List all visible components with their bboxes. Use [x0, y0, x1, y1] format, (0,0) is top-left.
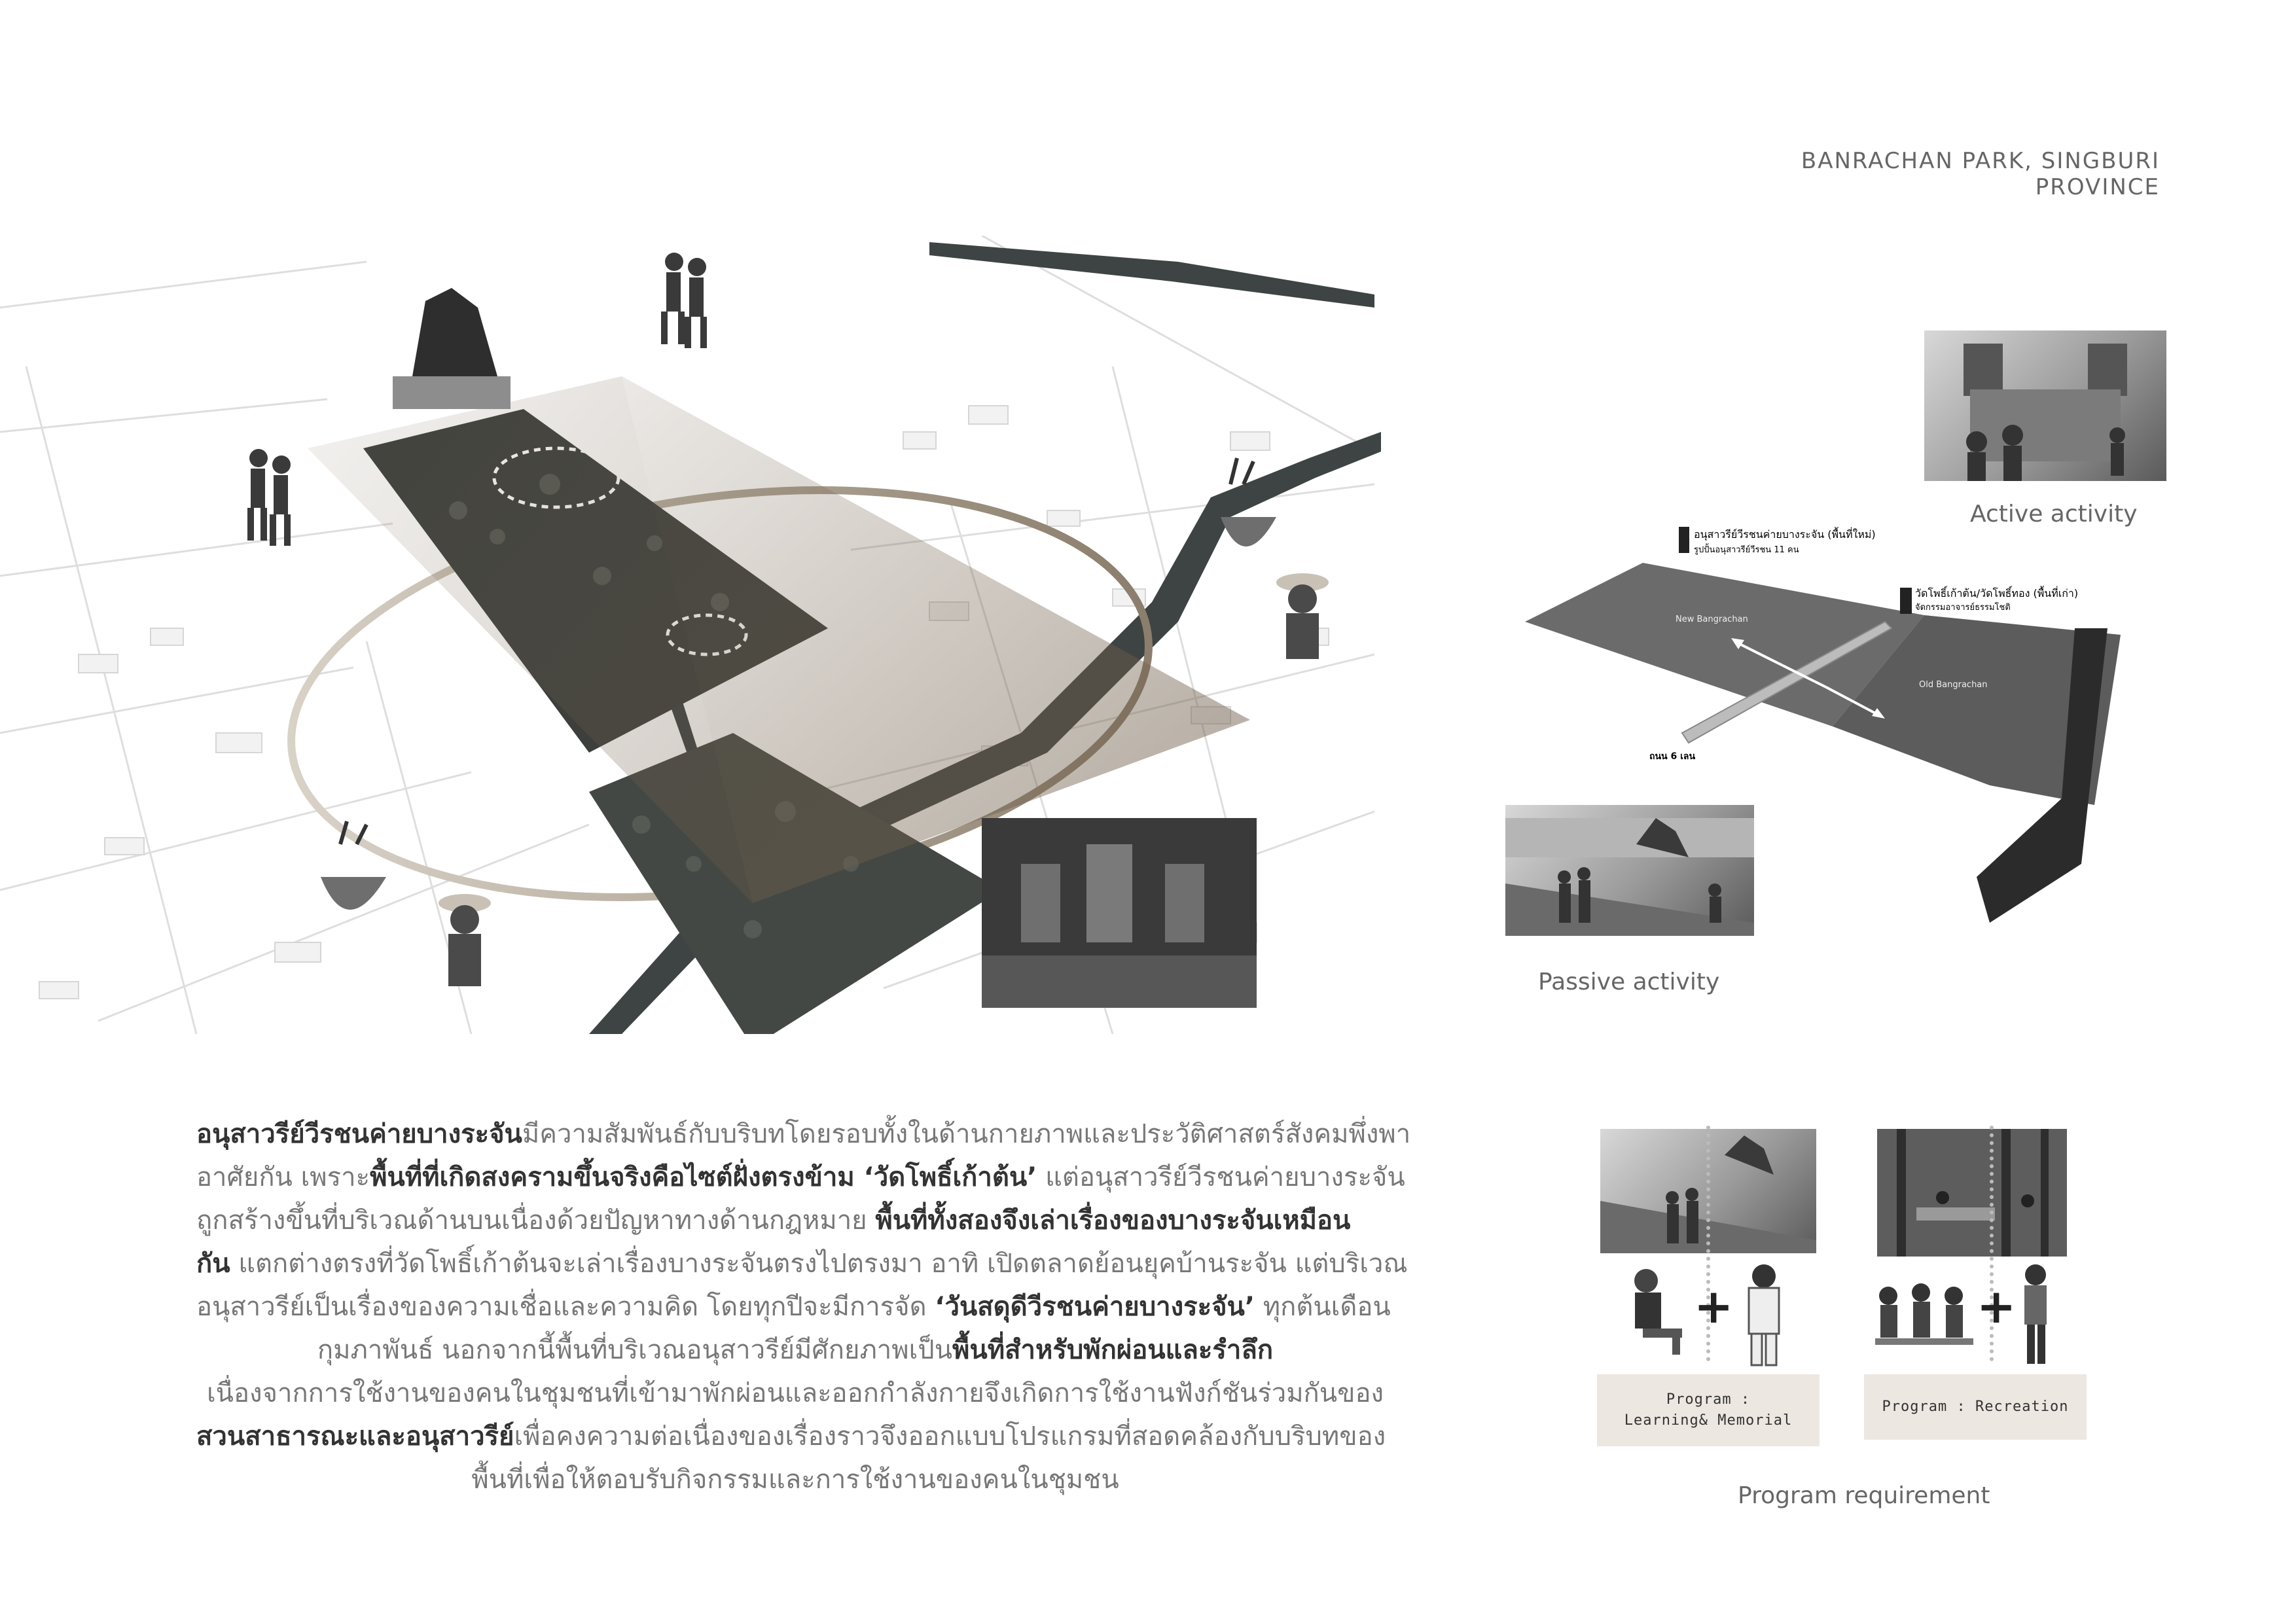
passive-activity-label: Passive activity [1538, 969, 1720, 995]
vendor-woman-icon [1276, 573, 1329, 659]
para-text: ถูกสร้างขึ้นที่บริเวณด้านบนเนื่องด้วยปัญหาทางด้านกฎหมาย [196, 1205, 876, 1236]
para-text: อาศัยกัน เพราะ [196, 1162, 370, 1192]
old-area-label: Old Bangrachan [1919, 680, 1988, 690]
para-line-2 [196, 1156, 1405, 1199]
monument-map-sub: รูปปั้นอนุสาวรีย์วีรชน 11 คน [1694, 545, 1799, 555]
para-bold: กัน [196, 1249, 230, 1279]
sitting-woman-icon [1617, 1266, 1689, 1358]
plus-icon: + [1694, 1279, 1734, 1334]
para-bold: อนุสาวรีย์วีรชนค่ายบางระจัน [196, 1119, 522, 1149]
active-activity-photo [1924, 330, 2166, 481]
description-paragraph [196, 1113, 1411, 1501]
para-line-6 [196, 1329, 1394, 1372]
active-activity-label: Active activity [1970, 501, 2138, 527]
para-text: กุมภาพันธ์ นอกจากนี้พื้นที่บริเวณอนุสาวรีย์มีศักยภาพเป็น [317, 1335, 953, 1365]
para-line-7 [196, 1372, 1394, 1415]
site-analysis-diagram [0, 236, 1388, 1034]
new-area-label: New Bangrachan [1676, 615, 1748, 624]
monument-statue-icon [393, 288, 511, 409]
plus-icon-2: + [1977, 1279, 2017, 1334]
temple-map-title: วัดโพธิ์เก้าต้น/วัดโพธิ์ทอง (พื้นที่เก่า) [1915, 587, 2079, 599]
para-line-3 [196, 1199, 1394, 1242]
para-line-8 [196, 1415, 1394, 1458]
man-standing-icon [1734, 1263, 1793, 1368]
para-bold: ‘วันสดุดีวีรชนค่ายบางระจัน’ [935, 1292, 1255, 1322]
para-bold: พื้นที่ที่เกิดสงครามขึ้นจริงคือไซต์ฝั่งตรงข้าม ‘วัดโพธิ์เก้าต้น’ [370, 1162, 1037, 1192]
para-text: เพื่อคงความต่อเนื่องของเรื่องราวจึงออกแบบโปรแกรมที่สอดคล้องกับบริบทของ [514, 1421, 1386, 1452]
para-bold: พื้นที่ทั้งสองจึงเล่าเรื่องของบางระจันเหมือน [875, 1205, 1351, 1236]
para-bold: พื้นที่สำหรับพักผ่อนและรำลึก [952, 1335, 1274, 1365]
para-line-5 [196, 1285, 1394, 1329]
para-text: พื้นที่เพื่อให้ตอบรับกิจกรรมและการใช้งานของคนในชุมชน [471, 1465, 1119, 1495]
para-line-1 [196, 1113, 1411, 1156]
para-text: อนุสาวรีย์เป็นเรื่องของความเชื่อและความคิด โดยทุกปีจะมีการจัด [196, 1292, 935, 1322]
para-text: เนื่องจากการใช้งานของคนในชุมชนที่เข้ามาพักผ่อนและออกกำลังกายจึงเกิดการใช้งานฟังก์ชันร่วมกันของ [206, 1378, 1384, 1408]
para-line-9 [196, 1458, 1394, 1501]
para-text: มีความสัมพันธ์กับบริบทโดยรอบทั้งในด้านกายภาพและประวัติศาสตร์สังคมพึ่งพา [522, 1119, 1411, 1149]
program-requirement-label: Program requirement [1738, 1482, 1990, 1509]
family-picnic-icon [1869, 1276, 1980, 1361]
program-recreation-box: Program : Recreation [1864, 1374, 2087, 1440]
runners-icon-west [247, 449, 291, 546]
para-bold: สวนสาธารณะและอนุสาวรีย์ [196, 1421, 514, 1452]
para-line-4 [196, 1242, 1408, 1285]
woman-standing-icon [2013, 1263, 2058, 1368]
para-text: แต่อนุสาวรีย์วีรชนค่ายบางระจัน [1037, 1162, 1405, 1192]
gate-photo-illustration [1924, 330, 2166, 481]
temple-map-sub: จัดกรรมอาจารย์ธรรมโชติ [1915, 603, 2011, 613]
canal [929, 242, 1374, 308]
page-title: BANRACHAN PARK, SINGBURI PROVINCE [1801, 148, 2160, 200]
para-text: ทุกต้นเดือน [1255, 1292, 1391, 1322]
passive-activity-photo [1505, 805, 1754, 936]
park-photo-illustration [1877, 1129, 2067, 1257]
walkway-photo-illustration [1505, 805, 1754, 936]
program2-photo [1877, 1129, 2067, 1257]
runners-icon [661, 253, 707, 348]
temple-shrine-photo [982, 818, 1257, 1008]
program-learning-memorial-box: Program : Learning& Memorial [1597, 1374, 1820, 1446]
road-label: ถนน 6 เลน [1649, 751, 1696, 762]
para-text: แตกต่างตรงที่วัดโพธิ์เก้าต้นจะเล่าเรื่องบางระจันตรงไปตรงมา อาทิ เปิดตลาดย้อนยุคบ้านระจัน แต่บริเวณ [230, 1249, 1408, 1279]
monument-map-title: อนุสาวรีย์วีรชนค่ายบางระจัน (พื้นที่ใหม่) [1694, 528, 1876, 541]
